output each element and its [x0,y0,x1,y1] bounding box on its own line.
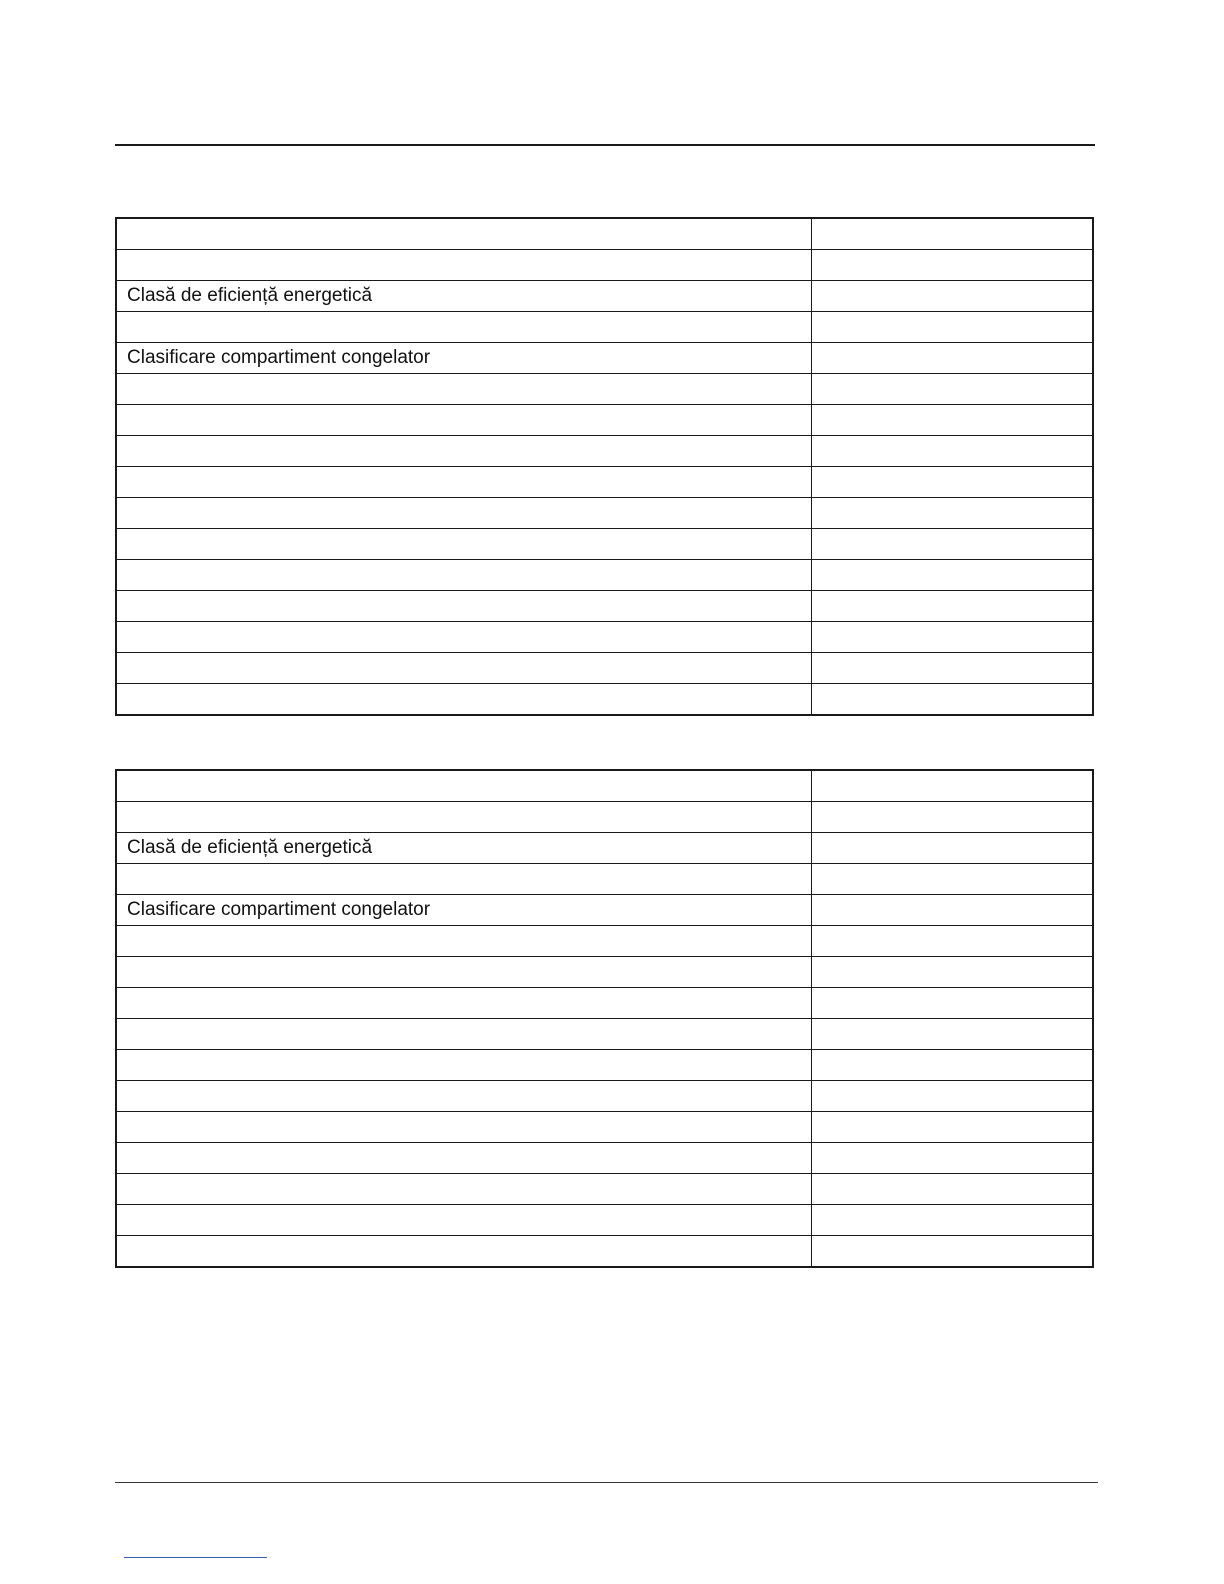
table-row [116,405,1093,436]
spec-label-cell [116,250,812,281]
table-row [116,622,1093,653]
spec-value-cell [812,436,1094,467]
table-row [116,498,1093,529]
spec-value-cell [812,653,1094,684]
spec-label-cell [116,802,812,833]
spec-value-cell [812,560,1094,591]
table-row [116,802,1093,833]
table-row [116,1112,1093,1143]
spec-label-cell [116,312,812,343]
spec-value-cell [812,1205,1094,1236]
spec-value-cell [812,218,1094,250]
table-row [116,250,1093,281]
specification-table-2-body [116,770,1093,1267]
header-divider [115,144,1095,146]
spec-label-cell [116,1019,812,1050]
spec-label-cell [116,1205,812,1236]
spec-label-cell: Clasă de eficiență energetică [116,281,812,312]
table-row [116,1050,1093,1081]
spec-value-cell [812,833,1094,864]
spec-label-cell [116,1143,812,1174]
spec-value-cell [812,1081,1094,1112]
spec-label-cell [116,1050,812,1081]
spec-label-cell [116,988,812,1019]
spec-label-cell [116,560,812,591]
spec-value-cell [812,684,1094,716]
table-row [116,770,1093,802]
spec-label-cell [116,374,812,405]
footer-link-underline [124,1557,267,1558]
footer-divider [115,1482,1098,1483]
spec-label-cell [116,957,812,988]
table-row [116,1081,1093,1112]
spec-label-cell: Clasificare compartiment congelator [116,895,812,926]
spec-value-cell [812,1236,1094,1268]
spec-value-cell [812,467,1094,498]
spec-label-cell [116,684,812,716]
table-row [116,560,1093,591]
table-row [116,926,1093,957]
spec-label-cell: Clasificare compartiment congelator [116,343,812,374]
spec-label-cell [116,1174,812,1205]
spec-value-cell [812,957,1094,988]
spec-value-cell [812,926,1094,957]
table-row [116,343,1093,374]
spec-label-cell [116,770,812,802]
spec-label-cell [116,467,812,498]
table-row [116,895,1093,926]
spec-value-cell [812,1174,1094,1205]
spec-label-cell [116,926,812,957]
spec-value-cell [812,802,1094,833]
table-row [116,684,1093,716]
table-row [116,1019,1093,1050]
table-row [116,1205,1093,1236]
table-row [116,591,1093,622]
table-row [116,988,1093,1019]
spec-value-cell [812,529,1094,560]
table-row [116,467,1093,498]
spec-label-cell [116,405,812,436]
table-row [116,281,1093,312]
spec-value-cell [812,312,1094,343]
table-row [116,1236,1093,1268]
table-row [116,1143,1093,1174]
spec-label-cell [116,591,812,622]
spec-label-cell [116,1112,812,1143]
spec-label-cell [116,653,812,684]
spec-label-cell: Clasă de eficiență energetică [116,833,812,864]
table-row [116,864,1093,895]
spec-value-cell [812,988,1094,1019]
spec-label-cell [116,622,812,653]
table-row [116,436,1093,467]
spec-value-cell [812,591,1094,622]
spec-label-cell [116,1081,812,1112]
spec-label-cell [116,864,812,895]
spec-value-cell [812,1143,1094,1174]
spec-label-cell [116,436,812,467]
table-row [116,1174,1093,1205]
spec-label-cell [116,529,812,560]
spec-value-cell [812,343,1094,374]
table-row [116,833,1093,864]
spec-value-cell [812,622,1094,653]
spec-label-cell [116,498,812,529]
spec-value-cell [812,281,1094,312]
spec-value-cell [812,1019,1094,1050]
table-row [116,653,1093,684]
table-row [116,957,1093,988]
spec-value-cell [812,374,1094,405]
specification-table-1 [115,217,1094,716]
spec-label-cell [116,218,812,250]
spec-value-cell [812,1112,1094,1143]
spec-value-cell [812,250,1094,281]
spec-label-cell [116,1236,812,1268]
specification-table-2 [115,769,1094,1268]
table-row [116,312,1093,343]
spec-value-cell [812,498,1094,529]
table-row [116,218,1093,250]
table-row [116,529,1093,560]
specification-table-1-body [116,218,1093,715]
spec-value-cell [812,864,1094,895]
spec-value-cell [812,405,1094,436]
table-row [116,374,1093,405]
spec-value-cell [812,895,1094,926]
spec-value-cell [812,770,1094,802]
spec-value-cell [812,1050,1094,1081]
